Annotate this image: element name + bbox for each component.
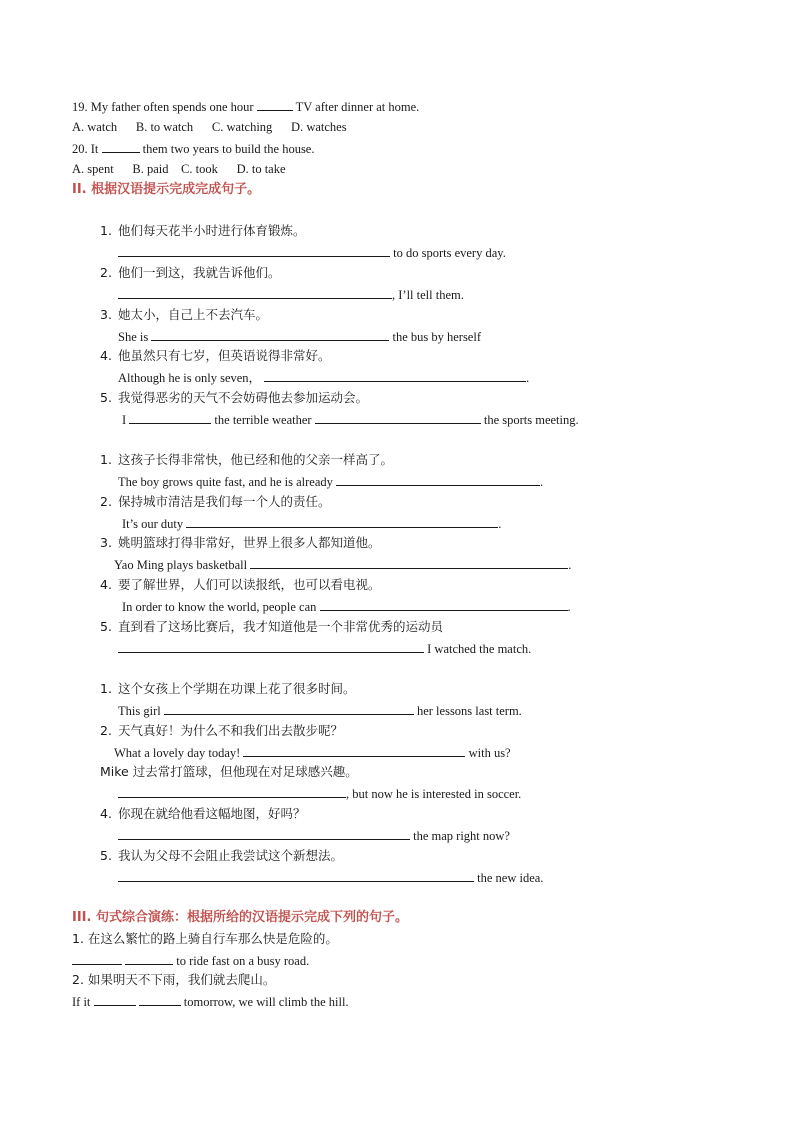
section-3-heading: III. 句式综合演练：根据所给的汉语提示完成下列的句子。 bbox=[72, 910, 408, 925]
g1-item-5-en: I the terrible weather the sports meeting. bbox=[122, 413, 579, 427]
question-19-text-a: 19. My father often spends one hour bbox=[72, 100, 254, 114]
g2-item-5-zh: 5. 直到看了这场比赛后，我才知道他是一个非常优秀的运动员 bbox=[100, 619, 444, 634]
answer-blank[interactable] bbox=[94, 993, 136, 1006]
question-19-options: A. watch B. to watch C. watching D. watches bbox=[72, 120, 347, 134]
g3-item-5-zh: 5. 我认为父母不会阻止我尝试这个新想法。 bbox=[100, 848, 344, 863]
answer-blank[interactable] bbox=[186, 515, 498, 528]
g1-item-4-zh: 4. 他虽然只有七岁，但英语说得非常好。 bbox=[100, 348, 331, 363]
g3-item-4-en: the map right now? bbox=[118, 827, 510, 844]
answer-blank[interactable] bbox=[336, 473, 540, 486]
answer-blank[interactable] bbox=[125, 952, 173, 965]
g2-item-4-zh: 4. 要了解世界，人们可以读报纸，也可以看电视。 bbox=[100, 577, 381, 592]
g2-item-4-en: In order to know the world, people can . bbox=[122, 600, 571, 614]
g3-item-2-zh: 2. 天气真好！为什么不和我们出去散步呢？ bbox=[100, 723, 344, 738]
question-19-text-b: TV after dinner at home. bbox=[295, 100, 420, 114]
g1-item-4-en: Although he is only seven， . bbox=[118, 371, 530, 385]
answer-blank[interactable] bbox=[139, 993, 181, 1006]
question-19 bbox=[72, 98, 419, 115]
section-2-heading: II. 根据汉语提示完成完成句子。 bbox=[72, 182, 261, 197]
g3-item-1-zh: 1. 这个女孩上个学期在功课上花了很多时间。 bbox=[100, 681, 356, 696]
question-20-options: A. spent B. paid C. took D. to take bbox=[72, 162, 286, 176]
answer-blank[interactable] bbox=[264, 369, 526, 382]
g1-item-3-zh: 3. 她太小，自己上不去汽车。 bbox=[100, 307, 269, 322]
g2-item-3-en: Yao Ming plays basketball . bbox=[114, 558, 572, 572]
question-20 bbox=[72, 140, 315, 157]
answer-blank[interactable] bbox=[257, 98, 293, 111]
s3-item-2-zh: 2. 如果明天不下雨，我们就去爬山。 bbox=[72, 972, 276, 987]
answer-blank[interactable] bbox=[72, 952, 122, 965]
g3-item-3-en: , but now he is interested in soccer. bbox=[118, 785, 521, 802]
answer-blank[interactable] bbox=[118, 785, 346, 798]
answer-blank[interactable] bbox=[118, 244, 390, 257]
answer-blank[interactable] bbox=[129, 411, 211, 424]
answer-blank[interactable] bbox=[118, 640, 424, 653]
g3-item-2-en: What a lovely day today! with us? bbox=[114, 746, 511, 760]
question-20-text-a: 20. It bbox=[72, 142, 99, 156]
answer-blank[interactable] bbox=[118, 827, 410, 840]
s3-item-1-en: to ride fast on a busy road. bbox=[72, 952, 309, 969]
answer-blank[interactable] bbox=[250, 556, 568, 569]
question-20-text-b: them two years to build the house. bbox=[142, 142, 315, 156]
s3-item-1-zh: 1. 在这么繁忙的路上骑自行车那么快是危险的。 bbox=[72, 931, 338, 946]
g3-item-4-zh: 4. 你现在就给他看这幅地图，好吗？ bbox=[100, 806, 306, 821]
answer-blank[interactable] bbox=[102, 140, 140, 153]
g1-item-5-zh: 5. 我觉得恶劣的天气不会妨碍他去参加运动会。 bbox=[100, 390, 369, 405]
g2-item-1-zh: 1. 这孩子长得非常快，他已经和他的父亲一样高了。 bbox=[100, 452, 394, 467]
g2-item-5-en: I watched the match. bbox=[118, 640, 531, 657]
answer-blank[interactable] bbox=[320, 598, 568, 611]
g2-item-1-en: The boy grows quite fast, and he is already . bbox=[118, 475, 544, 489]
g2-item-2-en: It’s our duty . bbox=[122, 517, 502, 531]
g1-item-2-zh: 2. 他们一到这，我就告诉他们。 bbox=[100, 265, 281, 280]
answer-blank[interactable] bbox=[243, 744, 465, 757]
g1-item-3-en: She is the bus by herself bbox=[118, 330, 481, 344]
g1-item-1-en: to do sports every day. bbox=[118, 244, 506, 261]
answer-blank[interactable] bbox=[315, 411, 481, 424]
g3-item-5-en: the new idea. bbox=[118, 869, 543, 886]
answer-blank[interactable] bbox=[164, 702, 414, 715]
answer-blank[interactable] bbox=[118, 869, 474, 882]
g2-item-2-zh: 2. 保持城市清洁是我们每一个人的责任。 bbox=[100, 494, 331, 509]
answer-blank[interactable] bbox=[118, 286, 392, 299]
g2-item-3-zh: 3. 姚明篮球打得非常好，世界上很多人都知道他。 bbox=[100, 535, 381, 550]
g3-item-1-en: This girl her lessons last term. bbox=[118, 704, 522, 718]
s3-item-2-en: If it tomorrow, we will climb the hill. bbox=[72, 995, 349, 1009]
g3-item-3-zh: Mike 过去常打篮球，但他现在对足球感兴趣。 bbox=[100, 764, 358, 779]
answer-blank[interactable] bbox=[151, 328, 389, 341]
g1-item-1-zh: 1. 他们每天花半小时进行体育锻炼。 bbox=[100, 223, 306, 238]
g1-item-2-en: , I’ll tell them. bbox=[118, 286, 464, 303]
